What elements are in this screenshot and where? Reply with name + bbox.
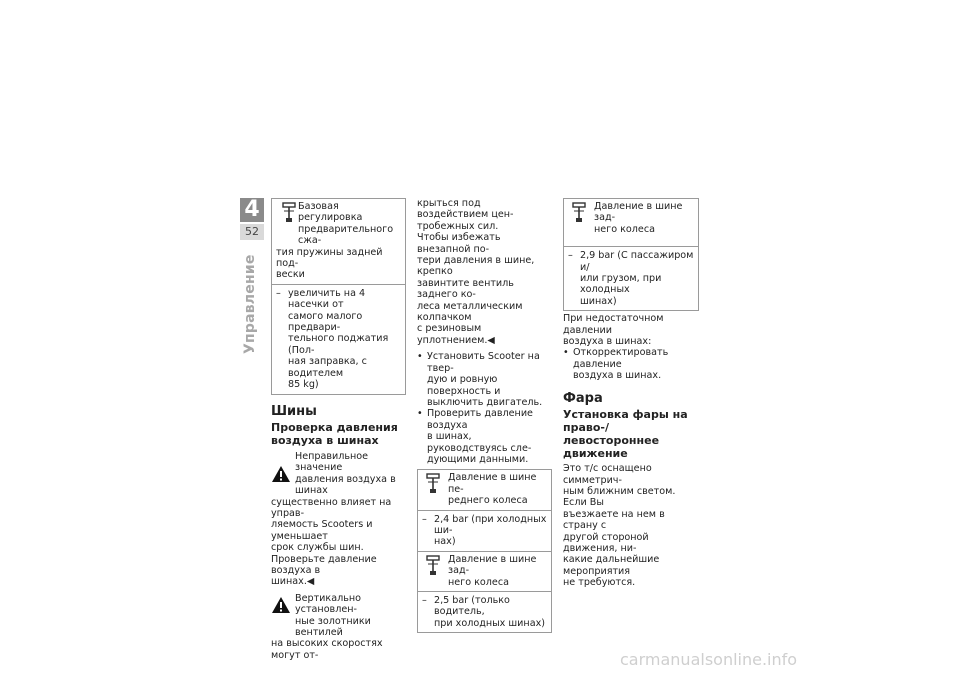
dash-marker: – [422, 513, 427, 525]
warning-valve: Вертикально установлен- ные золотники вентилей на высоких скоростях могут от- [271, 592, 383, 661]
dash-marker: – [276, 287, 281, 299]
warning-pressure: Неправильное значение давления воздуха в шинах существенно влияет на управ- ляемость Scooters и уменьшает срок службы шин. Проверьте давление воздуха в шинах.◀ [271, 450, 396, 588]
paragraph-headlight: Это т/с оснащено симметрич- ным ближним светом. Если Вы въезжаете на нем в страну с другой стороной движения, ни- какие дальнейшие мероприятия не требуются. [563, 463, 676, 589]
wrench-spec-icon [570, 202, 588, 224]
wrench-spec-icon [424, 473, 442, 495]
spec-title: Базовая регулировка [298, 201, 363, 224]
column-3 [563, 198, 699, 589]
page-number: 52 [240, 224, 264, 240]
list-item: • Установить Scooter на твер- дую и ровную поверхность и выключить двигатель. [417, 351, 543, 408]
spec-box-spring-preload: Базовая регулировка предварительного сжа- тия пружины задней под- вески – увеличить на 4 насечки от самого малого предвари- тельного поджатия (Пол- ная заправка, с водителем 85 kg) [271, 198, 406, 395]
dash-marker: – [422, 595, 427, 606]
wrench-spec-icon [424, 555, 442, 577]
subsection-title-headlight-setting: Установка фары на право-/левостороннее движение [563, 408, 688, 461]
section-title-tires: Шины [271, 403, 317, 419]
warning-triangle-icon [271, 465, 291, 483]
dash-marker: – [568, 250, 573, 262]
spec-box-rear-pressure-passenger: Давление в шине зад- него колеса – 2,9 bar (С пассажиром и/ или грузом, при холодных шинах) [563, 198, 699, 311]
section-title-headlight: Фара [563, 390, 603, 406]
paragraph-low-pressure: При недостаточном давлении воздуха в шинах: [563, 313, 664, 348]
bullet-icon: • [563, 347, 569, 359]
list-item: • Откорректировать давление воздуха в шинах. [563, 347, 669, 382]
spec-box-rear-pressure: Давление в шине зад- него колеса – 2,5 bar (только водитель, при холодных шинах) [417, 552, 552, 633]
subsection-title-pressure: Проверка давления воздуха в шинах [271, 420, 398, 447]
spec-value: – увеличить на 4 насечки от самого малого предвари- тельного поджатия (Пол- ная заправка, с водителем 85 kg) [272, 284, 405, 394]
column-1 [271, 198, 406, 661]
watermark: carmanualsonline.info [620, 650, 798, 669]
paragraph-valve: крыться под воздействием цен- тробежных сил. Чтобы избежать внезапной по- тери давления в шине, крепко завинтите вентиль заднего ко- леса металлическим колпачком с резиновым уплотнением.◀ [417, 198, 535, 346]
bullet-icon: • [417, 351, 423, 363]
warning-triangle-icon [271, 596, 291, 614]
chapter-number: 4 [240, 198, 264, 222]
wrench-spec-icon [280, 202, 298, 224]
bullet-icon: • [417, 408, 423, 420]
list-item: • Проверить давление воздуха в шинах, руководствуясь сле- дующими данными. [417, 408, 533, 465]
chapter-title: Управление [242, 254, 258, 354]
column-2 [417, 198, 552, 633]
spec-box-front-pressure: Давление в шине пе- реднего колеса – 2,4 bar (при холодных ши- нах) [417, 469, 552, 551]
